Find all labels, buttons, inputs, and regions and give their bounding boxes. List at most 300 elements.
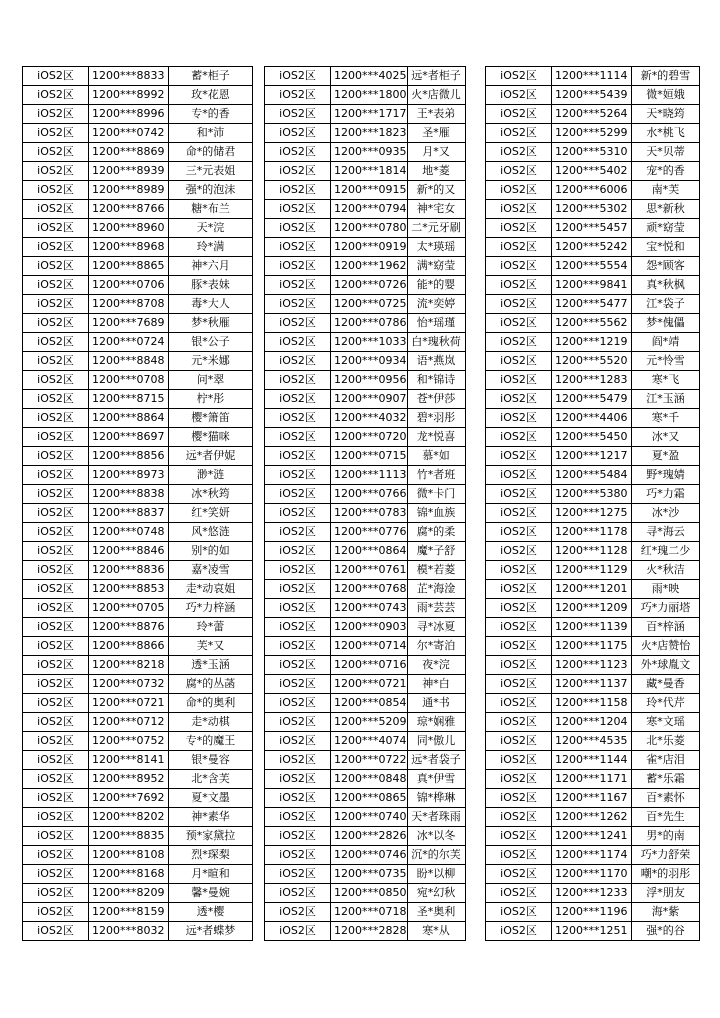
account-id-cell: 1200***0735 — [331, 865, 408, 884]
nickname-cell: 百*先生 — [632, 808, 700, 827]
table-row — [486, 333, 700, 352]
table-row — [486, 751, 700, 770]
table-row — [486, 295, 700, 314]
server-cell: iOS2区 — [265, 409, 331, 428]
table-row — [265, 599, 466, 618]
table-row — [486, 181, 700, 200]
account-id-cell: 1200***8952 — [89, 770, 169, 789]
account-id-cell: 1200***8973 — [89, 466, 169, 485]
nickname-cell: 巧*力霜 — [632, 485, 700, 504]
server-cell: iOS2区 — [23, 580, 89, 599]
server-cell: iOS2区 — [265, 181, 331, 200]
server-cell: iOS2区 — [486, 618, 552, 637]
server-cell: iOS2区 — [486, 922, 552, 941]
server-cell: iOS2区 — [486, 276, 552, 295]
nickname-cell: 别*的如 — [169, 542, 253, 561]
table-row — [486, 922, 700, 941]
server-cell: iOS2区 — [23, 637, 89, 656]
account-id-cell: 1200***0768 — [331, 580, 408, 599]
account-id-cell: 1200***1128 — [552, 542, 632, 561]
nickname-cell: 圣*奥利 — [407, 903, 465, 922]
table-row — [265, 333, 466, 352]
table-row — [265, 865, 466, 884]
nickname-cell: 专*的香 — [169, 105, 253, 124]
server-cell: iOS2区 — [486, 789, 552, 808]
table-row — [486, 675, 700, 694]
account-id-cell: 1200***0714 — [331, 637, 408, 656]
account-id-cell: 1200***9841 — [552, 276, 632, 295]
account-id-cell: 1200***0766 — [331, 485, 408, 504]
table-row — [265, 827, 466, 846]
nickname-cell: 同*傲儿 — [407, 732, 465, 751]
table-row — [265, 124, 466, 143]
table-row — [23, 485, 253, 504]
table-row — [23, 428, 253, 447]
nickname-cell: 渺*涟 — [169, 466, 253, 485]
table-row — [265, 86, 466, 105]
server-cell: iOS2区 — [486, 428, 552, 447]
server-cell: iOS2区 — [23, 409, 89, 428]
table-row — [23, 789, 253, 808]
table-row — [486, 903, 700, 922]
table-row — [23, 865, 253, 884]
table-row — [23, 219, 253, 238]
table-row — [486, 827, 700, 846]
server-cell: iOS2区 — [23, 485, 89, 504]
nickname-cell: 月*暄和 — [169, 865, 253, 884]
account-id-cell: 1200***1717 — [331, 105, 408, 124]
nickname-cell: 风*悠涟 — [169, 523, 253, 542]
account-id-cell: 1200***6006 — [552, 181, 632, 200]
nickname-cell: 巧*力梓涵 — [169, 599, 253, 618]
account-id-cell: 1200***0794 — [331, 200, 408, 219]
table-row — [486, 390, 700, 409]
table-row — [486, 238, 700, 257]
account-id-cell: 1200***0786 — [331, 314, 408, 333]
nickname-cell: 火*秋洁 — [632, 561, 700, 580]
table-row — [265, 295, 466, 314]
table-row — [23, 124, 253, 143]
table-row — [23, 694, 253, 713]
nickname-cell: 男*的南 — [632, 827, 700, 846]
account-id-cell: 1200***5554 — [552, 257, 632, 276]
account-id-cell: 1200***1275 — [552, 504, 632, 523]
server-cell: iOS2区 — [486, 903, 552, 922]
server-cell: iOS2区 — [486, 523, 552, 542]
server-cell: iOS2区 — [265, 618, 331, 637]
nickname-cell: 神*六月 — [169, 257, 253, 276]
nickname-cell: 毒*大人 — [169, 295, 253, 314]
server-cell: iOS2区 — [265, 105, 331, 124]
nickname-cell: 寻*海云 — [632, 523, 700, 542]
server-cell: iOS2区 — [23, 789, 89, 808]
nickname-cell: 海*紫 — [632, 903, 700, 922]
account-id-cell: 1200***8864 — [89, 409, 169, 428]
table-row — [265, 618, 466, 637]
table-row — [265, 846, 466, 865]
nickname-cell: 火*店微儿 — [407, 86, 465, 105]
table-row — [23, 295, 253, 314]
account-id-cell: 1200***0752 — [89, 732, 169, 751]
nickname-cell: 外*球胤文 — [632, 656, 700, 675]
nickname-cell: 梦*秋雁 — [169, 314, 253, 333]
nickname-cell: 走*动哀姐 — [169, 580, 253, 599]
table-row — [265, 884, 466, 903]
account-id-cell: 1200***5479 — [552, 390, 632, 409]
server-cell: iOS2区 — [486, 143, 552, 162]
table-row — [265, 732, 466, 751]
nickname-cell: 怡*瑶瑾 — [407, 314, 465, 333]
account-id-cell: 1200***8159 — [89, 903, 169, 922]
account-id-cell: 1200***1175 — [552, 637, 632, 656]
server-cell: iOS2区 — [486, 865, 552, 884]
account-id-cell: 1200***1033 — [331, 333, 408, 352]
nickname-cell: 龙*悦喜 — [407, 428, 465, 447]
account-id-cell: 1200***1171 — [552, 770, 632, 789]
table-row — [265, 675, 466, 694]
account-id-cell: 1200***0708 — [89, 371, 169, 390]
server-cell: iOS2区 — [265, 314, 331, 333]
server-cell: iOS2区 — [23, 694, 89, 713]
nickname-cell: 蓄*柜子 — [169, 67, 253, 86]
account-id-cell: 1200***5439 — [552, 86, 632, 105]
account-id-cell: 1200***5520 — [552, 352, 632, 371]
account-id-cell: 1200***5242 — [552, 238, 632, 257]
table-row — [486, 789, 700, 808]
account-id-cell: 1200***5457 — [552, 219, 632, 238]
account-id-cell: 1200***1962 — [331, 257, 408, 276]
account-id-cell: 1200***1251 — [552, 922, 632, 941]
table-row — [265, 238, 466, 257]
nickname-cell: 专*的魔王 — [169, 732, 253, 751]
account-id-cell: 1200***8838 — [89, 485, 169, 504]
account-id-cell: 1200***5402 — [552, 162, 632, 181]
table-row — [486, 561, 700, 580]
account-id-cell: 1200***4074 — [331, 732, 408, 751]
table-row — [486, 257, 700, 276]
table-row — [265, 504, 466, 523]
server-cell: iOS2区 — [265, 542, 331, 561]
account-id-cell: 1200***8853 — [89, 580, 169, 599]
account-id-cell: 1200***1174 — [552, 846, 632, 865]
server-cell: iOS2区 — [486, 656, 552, 675]
table-row — [23, 200, 253, 219]
server-cell: iOS2区 — [23, 276, 89, 295]
server-cell: iOS2区 — [486, 314, 552, 333]
server-cell: iOS2区 — [265, 903, 331, 922]
nickname-cell: 水*桃飞 — [632, 124, 700, 143]
nickname-cell: 透*玉涵 — [169, 656, 253, 675]
account-id-cell: 1200***0740 — [331, 808, 408, 827]
server-cell: iOS2区 — [23, 143, 89, 162]
table-row — [265, 751, 466, 770]
table-row — [23, 105, 253, 124]
nickname-cell: 满*窈莹 — [407, 257, 465, 276]
table-row — [265, 637, 466, 656]
account-id-cell: 1200***8032 — [89, 922, 169, 941]
nickname-cell: 天*贝蒂 — [632, 143, 700, 162]
server-cell: iOS2区 — [265, 561, 331, 580]
server-cell: iOS2区 — [486, 504, 552, 523]
server-cell: iOS2区 — [265, 333, 331, 352]
server-cell: iOS2区 — [265, 884, 331, 903]
server-cell: iOS2区 — [23, 523, 89, 542]
nickname-cell: 竹*者班 — [407, 466, 465, 485]
server-cell: iOS2区 — [265, 922, 331, 941]
server-cell: iOS2区 — [265, 846, 331, 865]
server-cell: iOS2区 — [23, 295, 89, 314]
server-cell: iOS2区 — [265, 143, 331, 162]
nickname-cell: 寒*文瑶 — [632, 713, 700, 732]
nickname-cell: 沉*的尔芙 — [407, 846, 465, 865]
account-id-cell: 1200***8865 — [89, 257, 169, 276]
account-id-cell: 1200***0721 — [89, 694, 169, 713]
nickname-cell: 天*者珠雨 — [407, 808, 465, 827]
server-cell: iOS2区 — [265, 656, 331, 675]
account-id-cell: 1200***5299 — [552, 124, 632, 143]
account-id-cell: 1200***5209 — [331, 713, 408, 732]
nickname-cell: 流*奕婷 — [407, 295, 465, 314]
table-row — [265, 542, 466, 561]
server-cell: iOS2区 — [23, 618, 89, 637]
server-cell: iOS2区 — [486, 675, 552, 694]
server-cell: iOS2区 — [265, 371, 331, 390]
table-row — [265, 276, 466, 295]
nickname-cell: 嘲*的羽彤 — [632, 865, 700, 884]
table-row — [486, 599, 700, 618]
nickname-cell: 神*素华 — [169, 808, 253, 827]
nickname-cell: 寒*千 — [632, 409, 700, 428]
account-id-cell: 1200***8869 — [89, 143, 169, 162]
account-id-cell: 1200***1219 — [552, 333, 632, 352]
table-row — [23, 409, 253, 428]
nickname-cell: 预*家黛拉 — [169, 827, 253, 846]
nickname-cell: 和*沛 — [169, 124, 253, 143]
nickname-cell: 雨*芸芸 — [407, 599, 465, 618]
account-id-cell: 1200***0915 — [331, 181, 408, 200]
table-row — [265, 314, 466, 333]
nickname-cell: 野*瑰婧 — [632, 466, 700, 485]
server-cell: iOS2区 — [486, 732, 552, 751]
account-id-cell: 1200***0724 — [89, 333, 169, 352]
server-cell: iOS2区 — [265, 504, 331, 523]
table-row — [265, 485, 466, 504]
table-row — [265, 428, 466, 447]
account-id-cell: 1200***8218 — [89, 656, 169, 675]
account-id-cell: 1200***5310 — [552, 143, 632, 162]
table-row — [486, 637, 700, 656]
account-id-cell: 1200***2828 — [331, 922, 408, 941]
server-cell: iOS2区 — [265, 352, 331, 371]
account-id-cell: 1200***8108 — [89, 846, 169, 865]
nickname-cell: 白*瑰秋荷 — [407, 333, 465, 352]
account-id-cell: 1200***1137 — [552, 675, 632, 694]
server-cell: iOS2区 — [486, 485, 552, 504]
table-row — [265, 257, 466, 276]
table-row — [265, 219, 466, 238]
account-id-cell: 1200***5477 — [552, 295, 632, 314]
server-cell: iOS2区 — [486, 86, 552, 105]
table-row — [486, 276, 700, 295]
nickname-cell: 锦*血族 — [407, 504, 465, 523]
table-row — [486, 428, 700, 447]
server-cell: iOS2区 — [265, 124, 331, 143]
table-row — [23, 675, 253, 694]
table-row — [486, 846, 700, 865]
nickname-cell: 寒*飞 — [632, 371, 700, 390]
account-id-cell: 1200***0935 — [331, 143, 408, 162]
table-row — [265, 181, 466, 200]
account-id-cell: 1200***5450 — [552, 428, 632, 447]
server-cell: iOS2区 — [486, 846, 552, 865]
server-cell: iOS2区 — [486, 884, 552, 903]
winner-table-3 — [485, 66, 700, 941]
server-cell: iOS2区 — [23, 181, 89, 200]
table-row — [486, 485, 700, 504]
server-cell: iOS2区 — [265, 466, 331, 485]
nickname-cell: 巧*力丽塔 — [632, 599, 700, 618]
table-row — [265, 561, 466, 580]
server-cell: iOS2区 — [265, 732, 331, 751]
server-cell: iOS2区 — [265, 428, 331, 447]
nickname-cell: 远*者蝶梦 — [169, 922, 253, 941]
nickname-cell: 芷*海淦 — [407, 580, 465, 599]
account-id-cell: 1200***8837 — [89, 504, 169, 523]
account-id-cell: 1200***4032 — [331, 409, 408, 428]
nickname-cell: 元*米娜 — [169, 352, 253, 371]
account-id-cell: 1200***8835 — [89, 827, 169, 846]
account-id-cell: 1200***7689 — [89, 314, 169, 333]
table-row — [265, 789, 466, 808]
server-cell: iOS2区 — [23, 846, 89, 865]
account-id-cell: 1200***1800 — [331, 86, 408, 105]
table-row — [265, 390, 466, 409]
account-id-cell: 1200***8856 — [89, 447, 169, 466]
server-cell: iOS2区 — [486, 561, 552, 580]
server-cell: iOS2区 — [23, 922, 89, 941]
account-id-cell: 1200***1241 — [552, 827, 632, 846]
nickname-cell: 阎*靖 — [632, 333, 700, 352]
table-row — [486, 580, 700, 599]
table-row — [486, 162, 700, 181]
account-id-cell: 1200***1158 — [552, 694, 632, 713]
account-id-cell: 1200***1814 — [331, 162, 408, 181]
table-row — [486, 200, 700, 219]
server-cell: iOS2区 — [265, 789, 331, 808]
account-id-cell: 1200***0783 — [331, 504, 408, 523]
table-row — [23, 390, 253, 409]
table-row — [23, 922, 253, 941]
nickname-cell: 远*者伊妮 — [169, 447, 253, 466]
table-row — [265, 656, 466, 675]
nickname-cell: 宠*的香 — [632, 162, 700, 181]
table-row — [23, 732, 253, 751]
nickname-cell: 顽*窈莹 — [632, 219, 700, 238]
nickname-cell: 语*燕岚 — [407, 352, 465, 371]
nickname-cell: 巧*力舒荣 — [632, 846, 700, 865]
server-cell: iOS2区 — [265, 865, 331, 884]
table-row — [486, 86, 700, 105]
table-row — [23, 618, 253, 637]
server-cell: iOS2区 — [486, 181, 552, 200]
account-id-cell: 1200***0761 — [331, 561, 408, 580]
table-row — [23, 523, 253, 542]
server-cell: iOS2区 — [265, 276, 331, 295]
nickname-cell: 玲*满 — [169, 238, 253, 257]
nickname-cell: 夏*盈 — [632, 447, 700, 466]
nickname-cell: 红*瑰二少 — [632, 542, 700, 561]
table-row — [486, 713, 700, 732]
nickname-cell: 夏*文墨 — [169, 789, 253, 808]
account-id-cell: 1200***1209 — [552, 599, 632, 618]
server-cell: iOS2区 — [486, 580, 552, 599]
table-row — [486, 884, 700, 903]
server-cell: iOS2区 — [265, 447, 331, 466]
table-row — [486, 732, 700, 751]
server-cell: iOS2区 — [23, 371, 89, 390]
account-id-cell: 1200***8992 — [89, 86, 169, 105]
server-cell: iOS2区 — [486, 694, 552, 713]
nickname-cell: 圣*雁 — [407, 124, 465, 143]
nickname-cell: 冰*以冬 — [407, 827, 465, 846]
nickname-cell: 尔*寄泊 — [407, 637, 465, 656]
table-row — [23, 656, 253, 675]
account-id-cell: 1200***1196 — [552, 903, 632, 922]
nickname-cell: 微*姮娥 — [632, 86, 700, 105]
account-id-cell: 1200***1123 — [552, 656, 632, 675]
account-id-cell: 1200***0865 — [331, 789, 408, 808]
server-cell: iOS2区 — [486, 637, 552, 656]
server-cell: iOS2区 — [265, 238, 331, 257]
table-row — [23, 751, 253, 770]
server-cell: iOS2区 — [486, 447, 552, 466]
account-id-cell: 1200***8715 — [89, 390, 169, 409]
table-row — [486, 656, 700, 675]
table-row — [486, 124, 700, 143]
server-cell: iOS2区 — [23, 105, 89, 124]
account-id-cell: 1200***8708 — [89, 295, 169, 314]
server-cell: iOS2区 — [23, 865, 89, 884]
table-row — [23, 599, 253, 618]
nickname-cell: 太*瑛瑶 — [407, 238, 465, 257]
server-cell: iOS2区 — [23, 656, 89, 675]
nickname-cell: 命*的奥利 — [169, 694, 253, 713]
server-cell: iOS2区 — [486, 390, 552, 409]
account-id-cell: 1200***0850 — [331, 884, 408, 903]
nickname-cell: 柠*彤 — [169, 390, 253, 409]
nickname-cell: 豚*表妹 — [169, 276, 253, 295]
server-cell: iOS2区 — [23, 466, 89, 485]
account-id-cell: 1200***8833 — [89, 67, 169, 86]
table-row — [486, 447, 700, 466]
table-row — [23, 504, 253, 523]
nickname-cell: 走*动棋 — [169, 713, 253, 732]
account-id-cell: 1200***0956 — [331, 371, 408, 390]
server-cell: iOS2区 — [23, 447, 89, 466]
table-row — [265, 371, 466, 390]
table-row — [486, 105, 700, 124]
account-id-cell: 1200***1170 — [552, 865, 632, 884]
table-row — [265, 352, 466, 371]
nickname-cell: 慕*如 — [407, 447, 465, 466]
nickname-cell: 问*翠 — [169, 371, 253, 390]
account-id-cell: 1200***0903 — [331, 618, 408, 637]
table-row — [265, 713, 466, 732]
server-cell: iOS2区 — [23, 561, 89, 580]
nickname-cell: 雨*映 — [632, 580, 700, 599]
server-cell: iOS2区 — [265, 257, 331, 276]
server-cell: iOS2区 — [23, 86, 89, 105]
